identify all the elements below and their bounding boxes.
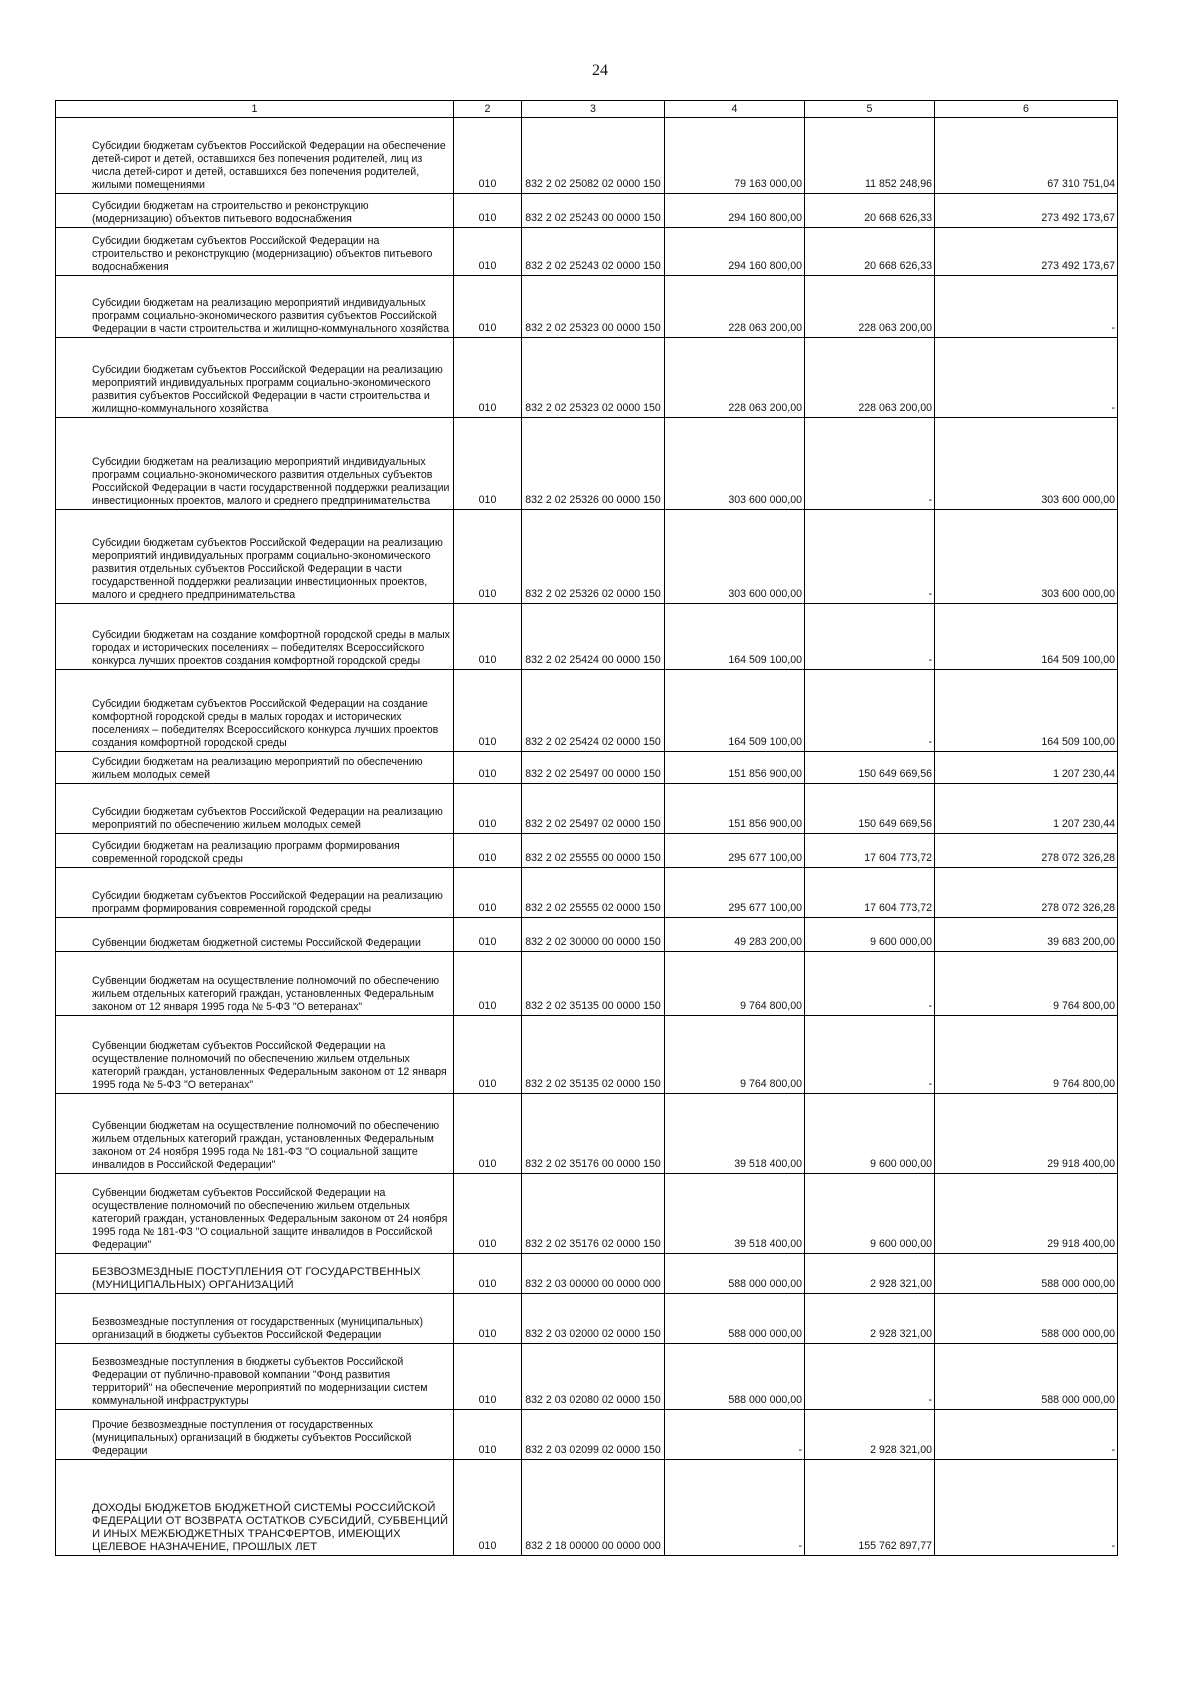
header-col-4: 4: [665, 101, 805, 118]
row-description: Субсидии бюджетам на создание комфортной городской среды в малых городах и исторических поселениях – победителях Всероссийского конкурса лучших проектов создания комфортной городской среды: [56, 604, 454, 670]
row-budget-classification-code: 832 2 02 25424 00 0000 150: [522, 604, 665, 670]
header-col-1: 1: [56, 101, 454, 118]
row-budget-classification-code: 832 2 02 25243 02 0000 150: [522, 228, 665, 276]
table-row: [56, 604, 1118, 670]
row-value-col-5: -: [805, 604, 935, 670]
row-code: 010: [454, 276, 522, 338]
table-row: [56, 1344, 1118, 1410]
row-description: Субсидии бюджетам субъектов Российской Федерации на обеспечение детей-сирот и детей, оставшихся без попечения родителей, лиц из числа детей-сирот и детей, оставшихся без попечения родителей, жилыми помещениями: [56, 118, 454, 194]
row-value-col-5: 20 668 626,33: [805, 194, 935, 228]
table-row: [56, 228, 1118, 276]
row-value-col-6: 164 509 100,00: [935, 604, 1118, 670]
table-row: [56, 1410, 1118, 1460]
row-code: 010: [454, 752, 522, 784]
row-value-col-6: 278 072 326,28: [935, 868, 1118, 918]
row-value-col-6: 39 683 200,00: [935, 918, 1118, 952]
page-number: 24: [592, 62, 608, 79]
table-row: [56, 918, 1118, 952]
row-value-col-5: 20 668 626,33: [805, 228, 935, 276]
table-body: [56, 118, 1118, 1556]
row-code: 010: [454, 1294, 522, 1344]
row-budget-classification-code: 832 2 02 25323 02 0000 150: [522, 338, 665, 418]
row-value-col-4: 294 160 800,00: [665, 228, 805, 276]
row-description: Субсидии бюджетам субъектов Российской Федерации на строительство и реконструкцию (модернизацию) объектов питьевого водоснабжения: [56, 228, 454, 276]
table-row: [56, 1094, 1118, 1174]
row-value-col-5: -: [805, 418, 935, 510]
row-value-col-5: 150 649 669,56: [805, 784, 935, 834]
row-value-col-5: 228 063 200,00: [805, 338, 935, 418]
row-budget-classification-code: 832 2 03 02080 02 0000 150: [522, 1344, 665, 1410]
row-description: Субвенции бюджетам на осуществление полномочий по обеспечению жильем отдельных категорий граждан, установленных Федеральным законом от 12 января 1995 года № 5-ФЗ "О ветеранах": [56, 952, 454, 1016]
row-value-col-5: 17 604 773,72: [805, 868, 935, 918]
row-description: Безвозмездные поступления от государственных (муниципальных) организаций в бюджеты субъектов Российской Федерации: [56, 1294, 454, 1344]
row-description: БЕЗВОЗМЕЗДНЫЕ ПОСТУПЛЕНИЯ ОТ ГОСУДАРСТВЕННЫХ (МУНИЦИПАЛЬНЫХ) ОРГАНИЗАЦИЙ: [56, 1254, 454, 1294]
row-value-col-4: 79 163 000,00: [665, 118, 805, 194]
row-description: Субсидии бюджетам субъектов Российской Федерации на реализацию мероприятий индивидуальных программ социально-экономического развития отдельных субъектов Российской Федерации в части государственной поддержки реализации инвестиционных проектов, малого и среднего предпринимательства: [56, 510, 454, 604]
row-value-col-6: 303 600 000,00: [935, 418, 1118, 510]
row-value-col-6: 9 764 800,00: [935, 952, 1118, 1016]
row-code: 010: [454, 1016, 522, 1094]
table-row: [56, 510, 1118, 604]
row-description: Субсидии бюджетам субъектов Российской Федерации на создание комфортной городской среды в малых городах и исторических поселениях – победителях Всероссийского конкурса лучших проектов создания комфортной городской среды: [56, 670, 454, 752]
table-row: [56, 834, 1118, 868]
row-budget-classification-code: 832 2 03 02099 02 0000 150: [522, 1410, 665, 1460]
header-col-5: 5: [805, 101, 935, 118]
row-value-col-5: 9 600 000,00: [805, 918, 935, 952]
table-row: [56, 1254, 1118, 1294]
row-value-col-4: 295 677 100,00: [665, 868, 805, 918]
row-code: 010: [454, 784, 522, 834]
row-value-col-5: 228 063 200,00: [805, 276, 935, 338]
row-value-col-5: -: [805, 510, 935, 604]
row-description: Субсидии бюджетам на реализацию мероприятий индивидуальных программ социально-экономического развития субъектов Российской Федерации в части строительства и жилищно-коммунального хозяйства: [56, 276, 454, 338]
row-value-col-4: 294 160 800,00: [665, 194, 805, 228]
row-code: 010: [454, 604, 522, 670]
row-budget-classification-code: 832 2 02 25082 02 0000 150: [522, 118, 665, 194]
row-value-col-4: 588 000 000,00: [665, 1254, 805, 1294]
row-value-col-4: 39 518 400,00: [665, 1094, 805, 1174]
row-value-col-6: 9 764 800,00: [935, 1016, 1118, 1094]
row-code: 010: [454, 952, 522, 1016]
table-row: [56, 1016, 1118, 1094]
row-value-col-4: 303 600 000,00: [665, 418, 805, 510]
row-budget-classification-code: 832 2 02 25424 02 0000 150: [522, 670, 665, 752]
row-value-col-6: 29 918 400,00: [935, 1094, 1118, 1174]
row-value-col-5: -: [805, 670, 935, 752]
row-value-col-4: 151 856 900,00: [665, 752, 805, 784]
row-code: 010: [454, 868, 522, 918]
row-value-col-6: 588 000 000,00: [935, 1294, 1118, 1344]
row-value-col-5: 2 928 321,00: [805, 1294, 935, 1344]
table-row: [56, 276, 1118, 338]
row-code: 010: [454, 1254, 522, 1294]
row-value-col-6: 29 918 400,00: [935, 1174, 1118, 1254]
header-col-3: 3: [522, 101, 665, 118]
row-code: 010: [454, 918, 522, 952]
row-description: Безвозмездные поступления в бюджеты субъектов Российской Федерации от публично-правовой компании "Фонд развития территорий" на обеспечение мероприятий по модернизации систем коммунальной инфраструктуры: [56, 1344, 454, 1410]
row-budget-classification-code: 832 2 02 30000 00 0000 150: [522, 918, 665, 952]
table-row: [56, 338, 1118, 418]
row-description: ДОХОДЫ БЮДЖЕТОВ БЮДЖЕТНОЙ СИСТЕМЫ РОССИЙСКОЙ ФЕДЕРАЦИИ ОТ ВОЗВРАТА ОСТАТКОВ СУБСИДИЙ, СУБВЕНЦИЙ И ИНЫХ МЕЖБЮДЖЕТНЫХ ТРАНСФЕРТОВ, ИМЕЮЩИХ ЦЕЛЕВОЕ НАЗНАЧЕНИЕ, ПРОШЛЫХ ЛЕТ: [56, 1460, 454, 1556]
row-value-col-4: 164 509 100,00: [665, 604, 805, 670]
row-value-col-4: 588 000 000,00: [665, 1294, 805, 1344]
row-budget-classification-code: 832 2 03 00000 00 0000 000: [522, 1254, 665, 1294]
row-value-col-6: -: [935, 338, 1118, 418]
row-value-col-6: 588 000 000,00: [935, 1344, 1118, 1410]
row-value-col-5: -: [805, 1344, 935, 1410]
row-value-col-5: -: [805, 1016, 935, 1094]
row-code: 010: [454, 118, 522, 194]
row-budget-classification-code: 832 2 02 35135 00 0000 150: [522, 952, 665, 1016]
row-value-col-4: 9 764 800,00: [665, 952, 805, 1016]
row-description: Субвенции бюджетам бюджетной системы Российской Федерации: [56, 918, 454, 952]
row-budget-classification-code: 832 2 02 35135 02 0000 150: [522, 1016, 665, 1094]
row-code: 010: [454, 194, 522, 228]
row-value-col-6: 273 492 173,67: [935, 194, 1118, 228]
row-value-col-4: 39 518 400,00: [665, 1174, 805, 1254]
row-description: Субсидии бюджетам на реализацию мероприятий индивидуальных программ социально-экономического развития отдельных субъектов Российской Федерации в части государственной поддержки реализации инвестиционных проектов, малого и среднего предпринимательства: [56, 418, 454, 510]
row-budget-classification-code: 832 2 02 25497 00 0000 150: [522, 752, 665, 784]
row-value-col-5: 150 649 669,56: [805, 752, 935, 784]
row-value-col-4: 228 063 200,00: [665, 338, 805, 418]
table-row: [56, 1460, 1118, 1556]
row-value-col-6: -: [935, 276, 1118, 338]
row-description: Субвенции бюджетам на осуществление полномочий по обеспечению жильем отдельных категорий граждан, установленных Федеральным законом от 24 ноября 1995 года № 181-ФЗ "О социальной защите инвалидов в Российской Федерации": [56, 1094, 454, 1174]
row-code: 010: [454, 1460, 522, 1556]
row-budget-classification-code: 832 2 02 25326 00 0000 150: [522, 418, 665, 510]
row-value-col-5: 2 928 321,00: [805, 1410, 935, 1460]
row-budget-classification-code: 832 2 02 25323 00 0000 150: [522, 276, 665, 338]
budget-revenue-table: [55, 100, 1118, 1556]
row-value-col-4: 303 600 000,00: [665, 510, 805, 604]
table-row: [56, 868, 1118, 918]
row-value-col-4: 49 283 200,00: [665, 918, 805, 952]
row-value-col-4: 164 509 100,00: [665, 670, 805, 752]
row-value-col-5: 9 600 000,00: [805, 1094, 935, 1174]
row-description: Субсидии бюджетам на строительство и реконструкцию (модернизацию) объектов питьевого водоснабжения: [56, 194, 454, 228]
row-value-col-4: 228 063 200,00: [665, 276, 805, 338]
row-value-col-6: -: [935, 1410, 1118, 1460]
row-code: 010: [454, 1410, 522, 1460]
row-value-col-5: 9 600 000,00: [805, 1174, 935, 1254]
row-budget-classification-code: 832 2 02 25555 02 0000 150: [522, 868, 665, 918]
row-code: 010: [454, 670, 522, 752]
row-value-col-4: 295 677 100,00: [665, 834, 805, 868]
row-code: 010: [454, 1174, 522, 1254]
row-description: Субвенции бюджетам субъектов Российской Федерации на осуществление полномочий по обеспечению жильем отдельных категорий граждан, установленных Федеральным законом от 12 января 1995 года № 5-ФЗ "О ветеранах": [56, 1016, 454, 1094]
table-row: [56, 194, 1118, 228]
row-description: Субсидии бюджетам на реализацию мероприятий по обеспечению жильем молодых семей: [56, 752, 454, 784]
row-code: 010: [454, 228, 522, 276]
row-value-col-4: -: [665, 1410, 805, 1460]
row-value-col-6: 1 207 230,44: [935, 784, 1118, 834]
row-code: 010: [454, 834, 522, 868]
row-code: 010: [454, 510, 522, 604]
row-value-col-4: -: [665, 1460, 805, 1556]
row-description: Субсидии бюджетам субъектов Российской Федерации на реализацию программ формирования современной городской среды: [56, 868, 454, 918]
row-code: 010: [454, 338, 522, 418]
row-value-col-5: 2 928 321,00: [805, 1254, 935, 1294]
row-value-col-5: 11 852 248,96: [805, 118, 935, 194]
row-value-col-6: 273 492 173,67: [935, 228, 1118, 276]
row-budget-classification-code: 832 2 02 25497 02 0000 150: [522, 784, 665, 834]
row-value-col-4: 9 764 800,00: [665, 1016, 805, 1094]
row-budget-classification-code: 832 2 18 00000 00 0000 000: [522, 1460, 665, 1556]
row-value-col-5: 17 604 773,72: [805, 834, 935, 868]
row-value-col-6: 1 207 230,44: [935, 752, 1118, 784]
row-code: 010: [454, 418, 522, 510]
row-code: 010: [454, 1094, 522, 1174]
header-row: [56, 101, 1118, 118]
row-description: Субвенции бюджетам субъектов Российской Федерации на осуществление полномочий по обеспечению жильем отдельных категорий граждан, установленных Федеральным законом от 24 ноября 1995 года № 181-ФЗ "О социальной защите инвалидов в Российской Федерации": [56, 1174, 454, 1254]
row-budget-classification-code: 832 2 02 25243 00 0000 150: [522, 194, 665, 228]
table-row: [56, 784, 1118, 834]
row-value-col-6: 303 600 000,00: [935, 510, 1118, 604]
table-row: [56, 1174, 1118, 1254]
row-description: Прочие безвозмездные поступления от государственных (муниципальных) организаций в бюджеты субъектов Российской Федерации: [56, 1410, 454, 1460]
table-row: [56, 952, 1118, 1016]
row-budget-classification-code: 832 2 02 25555 00 0000 150: [522, 834, 665, 868]
row-description: Субсидии бюджетам субъектов Российской Федерации на реализацию мероприятий индивидуальных программ социально-экономического развития субъектов Российской Федерации в части строительства и жилищно-коммунального хозяйства: [56, 338, 454, 418]
row-budget-classification-code: 832 2 02 25326 02 0000 150: [522, 510, 665, 604]
row-value-col-5: 155 762 897,77: [805, 1460, 935, 1556]
row-value-col-4: 151 856 900,00: [665, 784, 805, 834]
row-description: Субсидии бюджетам на реализацию программ формирования современной городской среды: [56, 834, 454, 868]
table-row: [56, 670, 1118, 752]
row-value-col-6: 164 509 100,00: [935, 670, 1118, 752]
row-value-col-6: 588 000 000,00: [935, 1254, 1118, 1294]
row-budget-classification-code: 832 2 02 35176 02 0000 150: [522, 1174, 665, 1254]
row-budget-classification-code: 832 2 02 35176 00 0000 150: [522, 1094, 665, 1174]
row-value-col-5: -: [805, 952, 935, 1016]
row-budget-classification-code: 832 2 03 02000 02 0000 150: [522, 1294, 665, 1344]
table-row: [56, 752, 1118, 784]
row-description: Субсидии бюджетам субъектов Российской Федерации на реализацию мероприятий по обеспечению жильем молодых семей: [56, 784, 454, 834]
table-row: [56, 118, 1118, 194]
table-row: [56, 418, 1118, 510]
row-value-col-6: -: [935, 1460, 1118, 1556]
table-row: [56, 1294, 1118, 1344]
row-value-col-6: 67 310 751,04: [935, 118, 1118, 194]
header-col-2: 2: [454, 101, 522, 118]
row-code: 010: [454, 1344, 522, 1410]
row-value-col-4: 588 000 000,00: [665, 1344, 805, 1410]
row-value-col-6: 278 072 326,28: [935, 834, 1118, 868]
header-col-6: 6: [935, 101, 1118, 118]
